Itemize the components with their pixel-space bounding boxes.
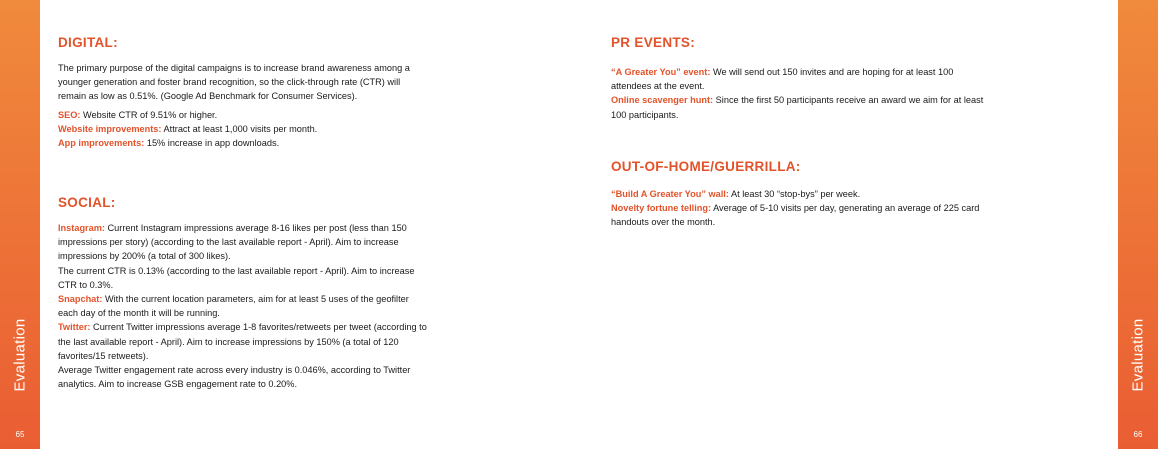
twitter-text: Current Twitter impressions average 1-8 favorites/retweets per tweet (according to the last available report - April). Aim to increase impressions by 150% (a total of 120 favorites/15 retweets).	[58, 322, 427, 361]
social-instagram-ctr: The current CTR is 0.13% (according to the last available report - April). Aim to increase CTR to 0.3%.	[58, 265, 415, 290]
digital-item-label: Website improvements:	[58, 123, 162, 134]
digital-heading: DIGITAL:	[58, 35, 118, 50]
ooh-label: Novelty fortune telling:	[611, 203, 712, 214]
pr-event-label: “A Greater You” event:	[611, 67, 711, 77]
digital-section	[58, 35, 430, 150]
pr-event-text: Since the first 50 participants receive an award we aim for at least 100 participants.	[611, 95, 984, 120]
right-page-number: 66	[1133, 430, 1143, 439]
right-section-label: Evaluation	[1129, 318, 1147, 392]
pr-events-section	[611, 35, 986, 122]
ooh-text: Average of 5-10 visits per day, generating an average of 225 card handouts over the month.	[611, 203, 980, 228]
social-twitter-engagement: Average Twitter engagement rate across every industry is 0.046%, according to Twitter analytics. Aim to increase GSB engagement rate to 0.20%.	[58, 365, 411, 390]
ooh-item	[611, 201, 986, 229]
left-page-number: 65	[15, 430, 25, 439]
digital-item-app	[58, 136, 430, 150]
social-snapchat	[58, 292, 430, 320]
left-sidebar	[0, 0, 40, 449]
digital-item-website	[58, 122, 430, 136]
pr-events-heading: PR EVENTS:	[611, 35, 696, 50]
social-heading: SOCIAL:	[58, 195, 116, 210]
right-sidebar	[1118, 0, 1158, 449]
ooh-heading: OUT-OF-HOME/GUERRILLA:	[611, 159, 801, 174]
twitter-label: Twitter:	[58, 322, 91, 333]
ooh-label: “Build A Greater You” wall:	[611, 189, 729, 199]
ooh-text: At least 30 “stop-bys” per week.	[728, 189, 861, 199]
digital-item-text: 15% increase in app downloads.	[144, 138, 280, 149]
digital-item-text: Website CTR of 9.51% or higher.	[80, 109, 218, 120]
pr-event-item	[611, 93, 986, 121]
instagram-text: Current Instagram impressions average 8-16 likes per post (less than 150 impressions per story) (according to the last available report - April). Aim to increase impressions by 200% (a total of 300 likes).	[58, 223, 407, 262]
snapchat-label: Snapchat:	[58, 294, 103, 305]
social-twitter	[58, 320, 430, 363]
pr-event-label: Online scavenger hunt:	[611, 95, 714, 106]
pr-event-item	[611, 65, 986, 93]
digital-item-label: SEO:	[58, 109, 81, 120]
ooh-item	[611, 187, 986, 201]
digital-item-label: App improvements:	[58, 138, 145, 149]
digital-item-seo	[58, 108, 430, 122]
snapchat-text: With the current location parameters, aim for at least 5 uses of the geofilter each day of the month it will be running.	[58, 294, 409, 319]
social-section	[58, 195, 430, 391]
digital-item-text: Attract at least 1,000 visits per month.	[161, 123, 318, 134]
pr-event-text: We will send out 150 invites and are hoping for at least 100 attendees at the event.	[611, 67, 954, 92]
ooh-section	[611, 159, 986, 230]
social-instagram	[58, 221, 430, 264]
left-section-label: Evaluation	[11, 318, 29, 392]
instagram-label: Instagram:	[58, 223, 105, 233]
digital-intro: The primary purpose of the digital campaigns is to increase brand awareness among a younger generation and foster brand recognition, so the click-through rate (CTR) will remain as low as 0.51%. (Google Ad Benchmark for Consumer Services).	[58, 63, 410, 102]
